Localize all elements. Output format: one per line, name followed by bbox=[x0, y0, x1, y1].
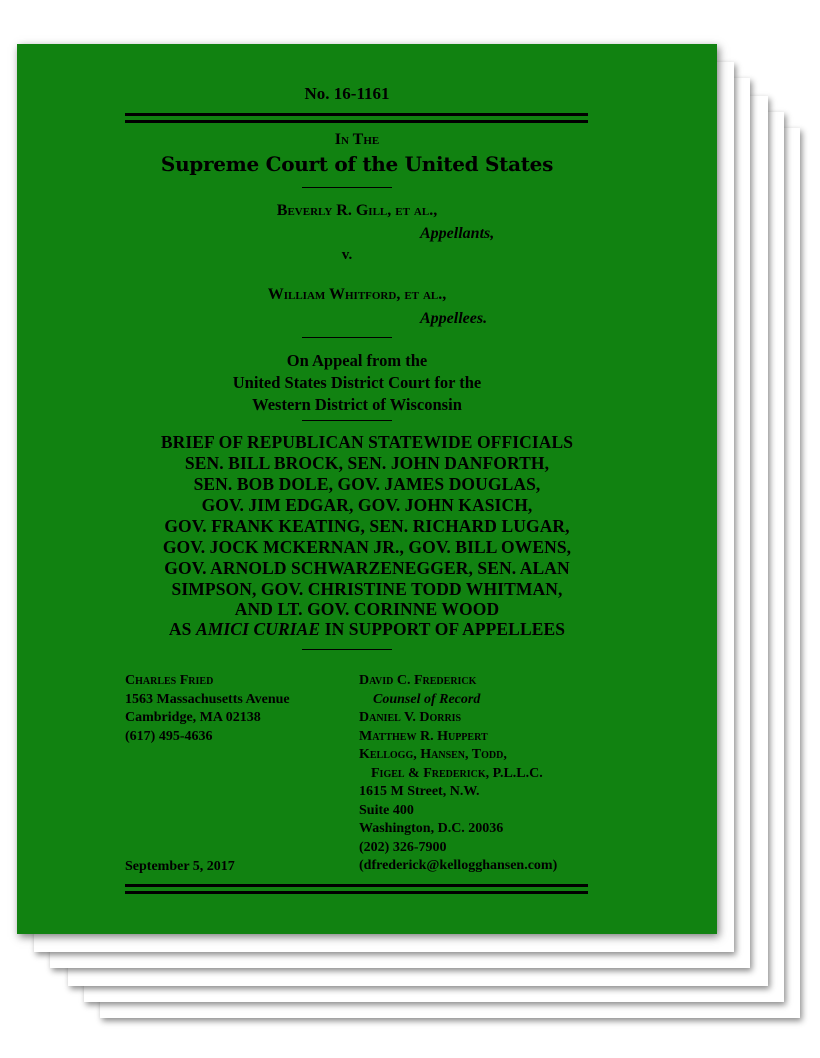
divider-rule bbox=[302, 649, 392, 650]
top-double-rule bbox=[125, 113, 588, 123]
divider-rule bbox=[302, 420, 392, 421]
divider-rule bbox=[302, 187, 392, 188]
brief-title-line: BRIEF OF REPUBLICAN STATEWIDE OFFICIALS bbox=[160, 432, 574, 452]
counsel-name: Daniel V. Dorris bbox=[359, 710, 462, 725]
bottom-double-rule bbox=[125, 884, 588, 894]
filing-date: September 5, 2017 bbox=[125, 859, 235, 874]
brief-title-line: GOV. JIM EDGAR, GOV. JOHN KASICH, bbox=[201, 495, 533, 515]
law-firm-line: Figel & Frederick, P.L.L.C. bbox=[371, 765, 543, 781]
amici-curiae-text: AMICI CURIAE bbox=[195, 619, 321, 639]
counsel-name: David C. Frederick bbox=[359, 673, 477, 688]
counsel-phone: (617) 495-4636 bbox=[125, 728, 213, 744]
brief-title-line: GOV. JOCK MCKERNAN JR., GOV. BILL OWENS, bbox=[162, 537, 572, 557]
brief-title-suffix: IN SUPPORT OF APPELLEES bbox=[324, 619, 566, 639]
right-counsel-block bbox=[359, 672, 557, 876]
brief-title-line: GOV. FRANK KEATING, SEN. RICHARD LUGAR, bbox=[164, 516, 570, 536]
brief-title-line: GOV. ARNOLD SCHWARZENEGGER, SEN. ALAN bbox=[164, 558, 570, 578]
brief-title-line: SEN. BOB DOLE, GOV. JAMES DOUGLAS, bbox=[193, 474, 541, 494]
counsel-address: 1615 M Street, N.W. bbox=[359, 784, 480, 799]
counsel-city: Washington, D.C. 20036 bbox=[359, 821, 504, 836]
appeal-line: Western District of Wisconsin bbox=[252, 395, 462, 414]
versus-label: v. bbox=[341, 247, 353, 263]
appellant-name: Beverly R. Gill, et al., bbox=[276, 202, 438, 219]
divider-rule bbox=[302, 337, 392, 338]
counsel-phone: (202) 326-7900 bbox=[359, 839, 447, 855]
brief-title-prefix: AS bbox=[168, 619, 192, 639]
appellee-name: William Whitford, et al., bbox=[267, 286, 447, 303]
counsel-name: Charles Fried bbox=[125, 673, 214, 688]
counsel-city: Cambridge, MA 02138 bbox=[125, 710, 261, 725]
appeal-line: United States District Court for the bbox=[232, 373, 482, 392]
appellee-role: Appellees. bbox=[420, 310, 488, 327]
brief-title-line: SEN. BILL BROCK, SEN. JOHN DANFORTH, bbox=[184, 453, 550, 473]
counsel-email: (dfrederick@kellogghansen.com) bbox=[359, 858, 558, 873]
appeal-block bbox=[17, 350, 697, 416]
counsel-suite: Suite 400 bbox=[359, 802, 414, 818]
law-firm-line: Kellogg, Hansen, Todd, bbox=[359, 747, 507, 762]
left-counsel-block bbox=[125, 672, 290, 746]
counsel-address: 1563 Massachusetts Avenue bbox=[125, 691, 290, 707]
court-name: Supreme Court of the United States bbox=[160, 152, 554, 176]
counsel-name: Matthew R. Huppert bbox=[359, 728, 488, 744]
docket-number: No. 16-1161 bbox=[304, 84, 390, 103]
brief-title-line: SIMPSON, GOV. CHRISTINE TODD WHITMAN, bbox=[171, 579, 563, 599]
brief-title-line: AND LT. GOV. CORINNE WOOD bbox=[234, 599, 500, 619]
counsel-of-record: Counsel of Record bbox=[373, 691, 481, 707]
in-the-label: In The bbox=[334, 131, 380, 148]
appellant-role: Appellants, bbox=[420, 225, 495, 242]
brief-cover bbox=[17, 44, 717, 934]
brief-title-last-line bbox=[17, 619, 717, 640]
appeal-line: On Appeal from the bbox=[286, 351, 428, 370]
